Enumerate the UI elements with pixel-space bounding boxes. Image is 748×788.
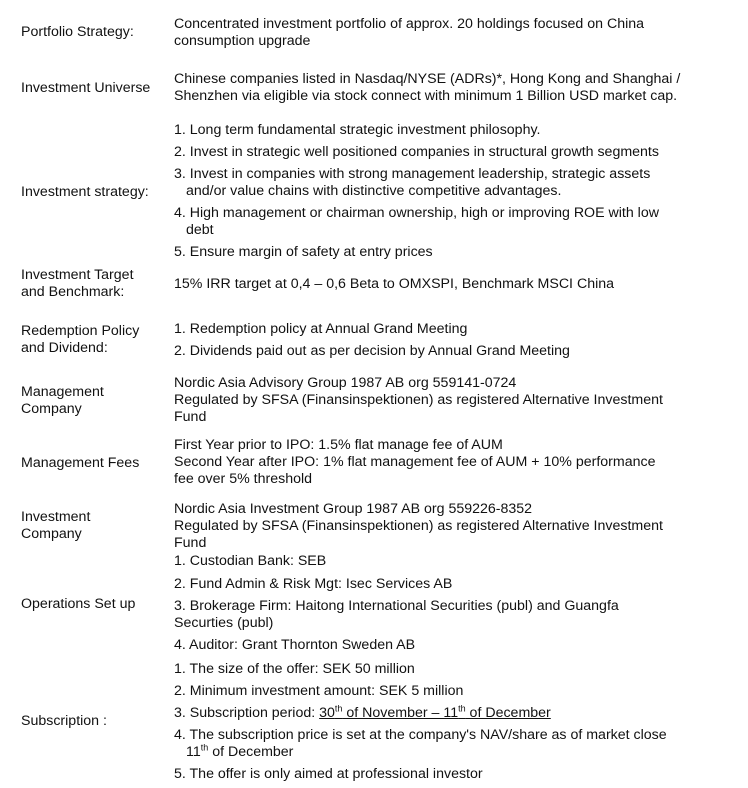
list-item bbox=[174, 598, 744, 632]
text-line: Redemption Policy bbox=[21, 323, 140, 339]
list-item: 2. Minimum investment amount: SEK 5 million bbox=[174, 683, 464, 699]
value-investment-company bbox=[174, 501, 744, 552]
text-line: Securties (publ) bbox=[174, 615, 274, 631]
text-line: Investment Target bbox=[21, 267, 134, 283]
label-redemption-policy bbox=[21, 323, 169, 357]
text-line: 4. The subscription price is set at the company's NAV/share as of market close bbox=[174, 727, 667, 743]
label-management-company bbox=[21, 384, 169, 418]
label-investment-target bbox=[21, 267, 169, 301]
value-investment-target: 15% IRR target at 0,4 – 0,6 Beta to OMXSPI, Benchmark MSCI China bbox=[174, 276, 615, 292]
subscription-period-prefix: 3. Subscription period: bbox=[174, 705, 320, 721]
text-line: Nordic Asia Investment Group 1987 AB org 559226-8352 bbox=[174, 501, 533, 517]
label-investment-strategy: Investment strategy: bbox=[21, 184, 149, 200]
list-item: 2. Dividends paid out as per decision by Annual Grand Meeting bbox=[174, 343, 570, 359]
list-item: 1. Redemption policy at Annual Grand Meeting bbox=[174, 321, 468, 337]
text-line: Company bbox=[21, 526, 82, 542]
text-line: and Benchmark: bbox=[21, 284, 125, 300]
text-line: 3. Invest in companies with strong management leadership, strategic assets bbox=[174, 166, 651, 182]
value-investment-universe bbox=[174, 71, 744, 105]
label-operations-setup: Operations Set up bbox=[21, 596, 136, 612]
ordinal-suffix: th bbox=[458, 703, 466, 714]
label-investment-company bbox=[21, 509, 169, 543]
label-portfolio-strategy: Portfolio Strategy: bbox=[21, 24, 134, 40]
text-line: consumption upgrade bbox=[174, 33, 311, 49]
list-item: 2. Fund Admin & Risk Mgt: Isec Services AB bbox=[174, 576, 453, 592]
text-line: Shenzhen via eligible via stock connect with minimum 1 Billion USD market cap. bbox=[174, 88, 678, 104]
text-line: debt bbox=[186, 222, 214, 238]
value-management-company bbox=[174, 375, 744, 426]
label-management-fees: Management Fees bbox=[21, 455, 140, 471]
text-line: Management bbox=[21, 384, 104, 400]
text-line: Company bbox=[21, 401, 82, 417]
subscription-period-dates bbox=[319, 705, 551, 721]
date-day: 11 bbox=[186, 744, 201, 760]
text-line: Chinese companies listed in Nasdaq/NYSE (ADRs)*, Hong Kong and Shanghai / bbox=[174, 71, 681, 87]
list-item bbox=[174, 205, 744, 239]
text-line: First Year prior to IPO: 1.5% flat manage fee of AUM bbox=[174, 437, 503, 453]
text-line bbox=[174, 744, 744, 761]
text-line: Investment bbox=[21, 509, 91, 525]
list-item: 2. Invest in strategic well positioned companies in structural growth segments bbox=[174, 144, 659, 160]
value-portfolio-strategy bbox=[174, 16, 744, 50]
list-item: 1. Custodian Bank: SEB bbox=[174, 553, 327, 569]
text-line: and/or value chains with distinctive competitive advantages. bbox=[186, 183, 562, 199]
list-item: 4. Auditor: Grant Thornton Sweden AB bbox=[174, 637, 416, 653]
list-item: 1. The size of the offer: SEK 50 million bbox=[174, 661, 415, 677]
text-line: Second Year after IPO: 1% flat management fee of AUM + 10% performance bbox=[174, 454, 656, 470]
ordinal-suffix: th bbox=[200, 742, 209, 753]
text-line: 3. Brokerage Firm: Haitong International Securities (publ) and Guangfa bbox=[174, 598, 619, 614]
list-item: 1. Long term fundamental strategic investment philosophy. bbox=[174, 122, 541, 138]
text-line: Fund bbox=[174, 535, 207, 551]
text-line: Regulated by SFSA (Finansinspektionen) as registered Alternative Investment bbox=[174, 392, 663, 408]
label-investment-universe: Investment Universe bbox=[21, 80, 151, 96]
label-subscription: Subscription : bbox=[21, 713, 107, 729]
date-end: of December bbox=[465, 705, 551, 721]
value-management-fees bbox=[174, 437, 744, 488]
list-item bbox=[174, 727, 744, 761]
text-line: 4. High management or chairman ownership, high or improving ROE with low bbox=[174, 205, 659, 221]
list-item bbox=[174, 705, 744, 722]
text-line: fee over 5% threshold bbox=[174, 471, 313, 487]
date-day: 30 bbox=[319, 705, 335, 721]
text-line: Nordic Asia Advisory Group 1987 AB org 559141-0724 bbox=[174, 375, 517, 391]
text-line: Concentrated investment portfolio of approx. 20 holdings focused on China bbox=[174, 16, 645, 32]
ordinal-suffix: th bbox=[334, 703, 343, 714]
text-line: Regulated by SFSA (Finansinspektionen) as registered Alternative Investment bbox=[174, 518, 663, 534]
list-item: 5. Ensure margin of safety at entry prices bbox=[174, 244, 433, 260]
text-line: and Dividend: bbox=[21, 340, 108, 356]
date-mid: of November – 11 bbox=[342, 705, 459, 721]
date-end: of December bbox=[208, 744, 294, 760]
text-line: Fund bbox=[174, 409, 207, 425]
list-item: 5. The offer is only aimed at professional investor bbox=[174, 766, 483, 782]
list-item bbox=[174, 166, 744, 200]
